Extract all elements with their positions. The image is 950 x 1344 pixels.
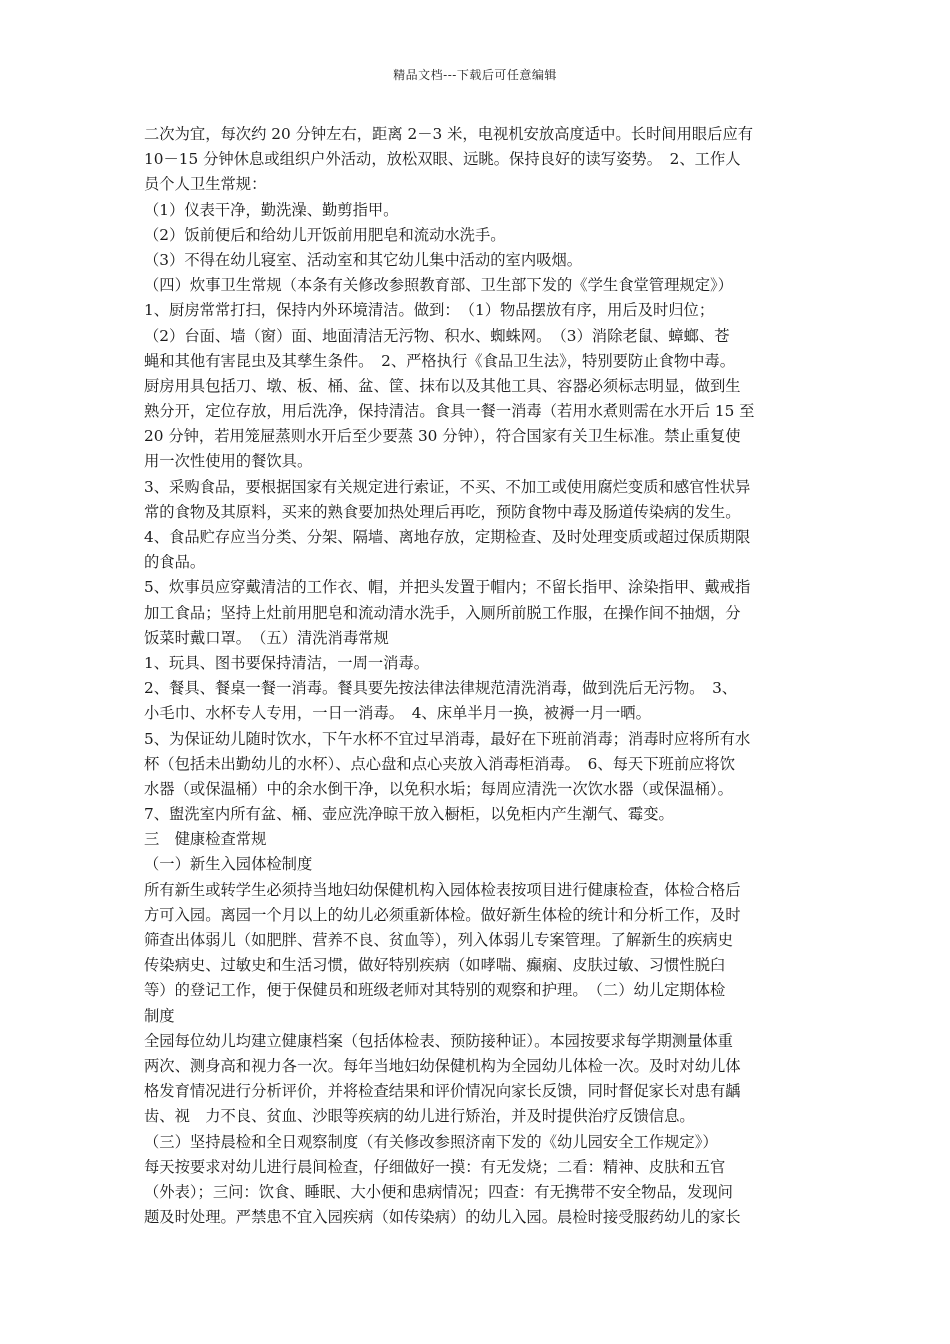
text-line: 传染病史、过敏史和生活习惯，做好特别疾病（如哮喘、癫痫、皮肤过敏、习惯性脱臼 <box>144 956 726 975</box>
text-line: 20 分钟，若用笼屉蒸则水开后至少要蒸 30 分钟），符合国家有关卫生标准。禁止重复使 <box>144 427 741 446</box>
text-line: 用一次性使用的餐饮具。 <box>144 452 313 471</box>
text-line: 常的食物及其原料，买来的熟食要加热处理后再吃，预防食物中毒及肠道传染病的发生。 <box>144 502 741 521</box>
text-line: 小毛巾、水杯专人专用，一日一消毒。 4、床单半月一换，被褥一月一晒。 <box>144 704 651 723</box>
text-line: 两次、测身高和视力各一次。每年当地妇幼保健机构为全园幼儿体检一次。及时对幼儿体 <box>144 1056 741 1075</box>
text-line: 的食品。 <box>144 553 206 572</box>
text-line: 加工食品；坚持上灶前用肥皂和流动清水洗手，入厕所前脱工作服，在操作间不抽烟，分 <box>144 603 741 622</box>
text-line: （四）炊事卫生常规（本条有关修改参照教育部、卫生部下发的《学生食堂管理规定》） <box>144 276 733 295</box>
page-header: 精品文档---下载后可任意编辑 <box>393 68 557 82</box>
text-line: 筛查出体弱儿（如肥胖、营养不良、贫血等），列入体弱儿专案管理。了解新生的疾病史 <box>144 931 733 949</box>
text-line: 题及时处理。严禁患不宜入园疾病（如传染病）的幼儿入园。晨检时接受服药幼儿的家长 <box>144 1208 741 1227</box>
text-line: 齿、视 力不良、贫血、沙眼等疾病的幼儿进行矫治，并及时提供治疗反馈信息。 <box>144 1107 695 1126</box>
text-line: 厨房用具包括刀、墩、板、桶、盆、筐、抹布以及其他工具、容器必须标志明显，做到生 <box>144 376 741 395</box>
text-line: 2、餐具、餐桌一餐一消毒。餐具要先按法律法律规范清洗消毒，做到洗后无污物。 3、 <box>144 679 738 698</box>
text-line: 制度 <box>144 1006 175 1025</box>
text-line: （外表）；三问：饮食、睡眠、大小便和患病情况；四查：有无携带不安全物品，发现问 <box>144 1182 733 1201</box>
text-line: 1、玩具、图书要保持清洁，一周一消毒。 <box>144 653 430 672</box>
text-line: 饭菜时戴口罩。 （五）清洗消毒常规 <box>144 628 389 647</box>
text-line: 熟分开，定位存放，用后洗净，保持清洁。食具一餐一消毒（若用水煮则需在水开后 15 至 <box>144 402 755 421</box>
text-line: 水器（或保温桶）中的余水倒干净，以免积水垢；每周应清洗一次饮水器（或保温桶）。 <box>144 779 733 798</box>
text-line: 二次为宜，每次约 20 分钟左右，距离 2－3 米，电视机安放高度适中。长时间用眼后应有 <box>144 125 754 143</box>
text-line: 1、厨房常常打扫，保持内外环境清洁。做到： （1）物品摆放有序，用后及时归位； <box>144 301 715 320</box>
text-line: （2）饭前便后和给幼儿开饭前用肥皂和流动水洗手。 <box>144 225 506 244</box>
text-line: （2）台面、墙（窗）面、地面清洁无污物、积水、蜘蛛网。 （3）消除老鼠、蟑螂、苍 <box>144 326 730 345</box>
text-line: （1）仪表干净，勤洗澡、勤剪指甲。 <box>144 200 399 219</box>
text-line: 杯（包括未出勤幼儿的水杯）、点心盘和点心夹放入消毒柜消毒。 6、每天下班前应将饮 <box>144 754 736 773</box>
text-line: （一）新生入园体检制度 <box>144 855 313 874</box>
text-line: 全园每位幼儿均建立健康档案（包括体检表、预防接种证）。本园按要求每学期测量体重 <box>144 1031 733 1050</box>
text-line: 方可入园。离园一个月以上的幼儿必须重新体检。做好新生体检的统计和分析工作，及时 <box>144 905 741 924</box>
text-line: 蝇和其他有害昆虫及其孳生条件。 2、严格执行《食品卫生法》，特别要防止食物中毒。 <box>144 351 736 370</box>
text-line: 每天按要求对幼儿进行晨间检查，仔细做好一摸：有无发烧；二看：精神、皮肤和五官 <box>144 1157 726 1176</box>
text-line: 所有新生或转学生必须持当地妇幼保健机构入园体检表按项目进行健康检查，体检合格后 <box>144 880 741 899</box>
text-line: 5、炊事员应穿戴清洁的工作衣、帽，并把头发置于帽内；不留长指甲、涂染指甲、戴戒指 <box>144 578 751 597</box>
text-line: 三 健康检查常规 <box>144 830 267 849</box>
text-line: （3）不得在幼儿寝室、活动室和其它幼儿集中活动的室内吸烟。 <box>144 250 583 269</box>
text-line: 格发育情况进行分析评价，并将检查结果和评价情况向家长反馈，同时督促家长对患有龋 <box>144 1082 741 1101</box>
text-line: 5、为保证幼儿随时饮水，下午水杯不宜过早消毒，最好在下班前消毒；消毒时应将所有水 <box>144 729 751 748</box>
text-line: 4、食品贮存应当分类、分架、隔墙、离地存放，定期检查、及时处理变质或超过保质期限 <box>144 528 751 546</box>
text-line: 3、采购食品，要根据国家有关规定进行索证，不买、不加工或使用腐烂变质和感官性状异 <box>144 477 751 496</box>
text-line: 10－15 分钟休息或组织户外活动，放松双眼、远眺。保持良好的读写姿势。 2、工作人 <box>144 150 741 169</box>
text-line: 7、盥洗室内所有盆、桶、壶应洗净晾干放入橱柜，以免柜内产生潮气、霉变。 <box>144 805 674 824</box>
document-body <box>144 122 812 1230</box>
text-line: 等）的登记工作，便于保健员和班级老师对其特别的观察和护理。 （二）幼儿定期体检 <box>144 981 726 1000</box>
text-line: 员个人卫生常规： <box>144 175 267 194</box>
text-line: （三）坚持晨检和全日观察制度（有关修改参照济南下发的《幼儿园安全工作规定》） <box>144 1132 718 1151</box>
